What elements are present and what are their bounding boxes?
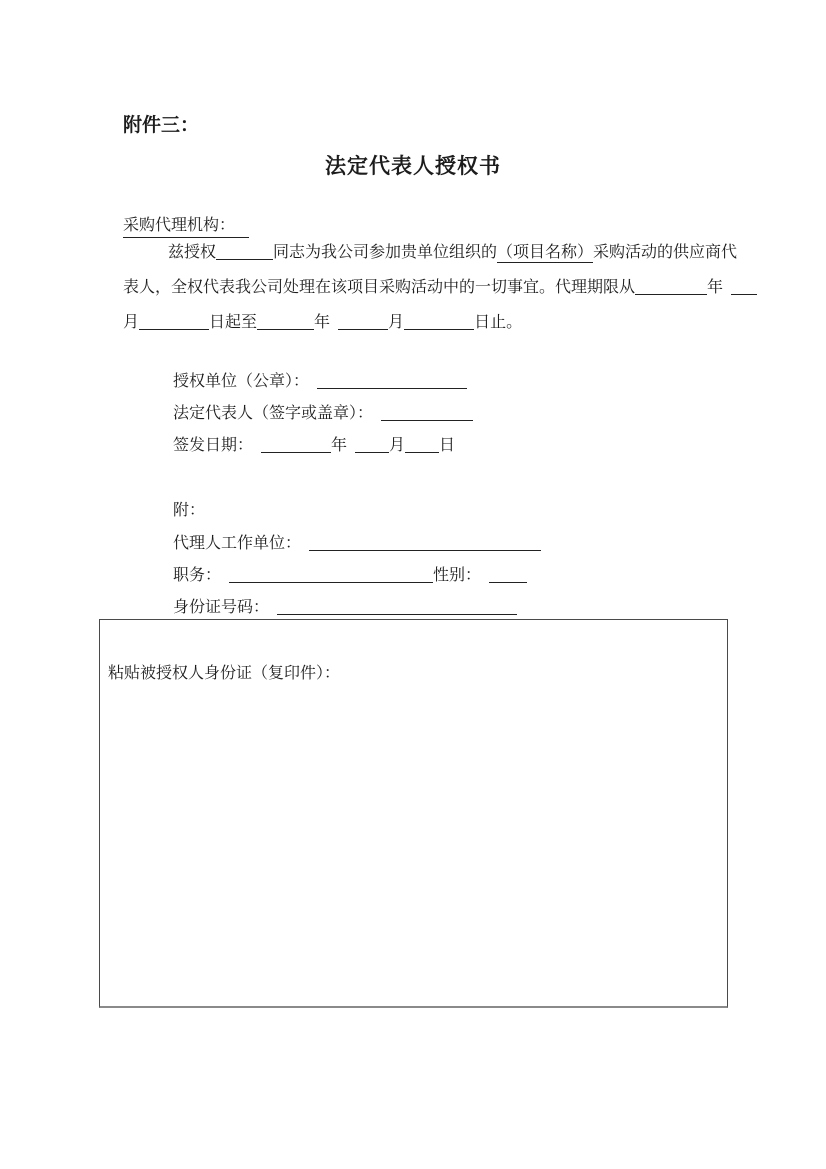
line3-year-char: 年 bbox=[314, 314, 331, 331]
authorizing-unit-line bbox=[173, 368, 467, 391]
procurement-agency-label: 采购代理机构： bbox=[123, 212, 249, 238]
body-paragraph-line-2 bbox=[123, 278, 757, 298]
legal-representative-label: 法定代表人（签字或盖章）： bbox=[173, 405, 374, 422]
line3-month2-char: 月 bbox=[388, 314, 405, 331]
position-gender-line bbox=[173, 562, 527, 585]
line1-mid-text: 同志为我公司参加贵单位组织的 bbox=[273, 244, 498, 261]
attachment-number-label: 附件三： bbox=[123, 115, 200, 136]
id-number-line bbox=[173, 594, 517, 617]
position-label: 职务： bbox=[173, 567, 222, 584]
start-month-blank bbox=[731, 290, 757, 295]
body-paragraph-line-1 bbox=[168, 243, 737, 263]
issue-day-blank bbox=[405, 448, 439, 453]
authorizing-unit-label: 授权单位（公章）： bbox=[173, 373, 310, 390]
agent-work-unit-line bbox=[173, 530, 541, 553]
start-day-blank bbox=[139, 325, 209, 330]
line3-end-text: 日止。 bbox=[474, 314, 523, 331]
attach-section-label: 附： bbox=[173, 502, 206, 519]
id-copy-paste-label: 粘贴被授权人身份证（复印件）： bbox=[108, 665, 341, 682]
authorized-name-blank bbox=[216, 255, 273, 260]
id-number-blank bbox=[277, 610, 517, 615]
start-year-blank bbox=[635, 290, 707, 295]
id-copy-paste-box bbox=[99, 619, 728, 1008]
line1-suffix-text: 采购活动的供应商代 bbox=[593, 244, 738, 261]
body-paragraph-line-3 bbox=[123, 313, 522, 333]
issue-year-blank bbox=[261, 448, 331, 453]
line2-text: 表人，全权代表我公司处理在该项目采购活动中的一切事宜。代理期限从 bbox=[123, 279, 636, 296]
project-name-placeholder: （项目名称） bbox=[497, 244, 594, 261]
line3-from-text: 日起至 bbox=[209, 314, 258, 331]
issue-month-blank bbox=[355, 448, 389, 453]
issue-date-label: 签发日期： bbox=[173, 437, 254, 454]
legal-representative-line bbox=[173, 400, 473, 423]
issue-month-char: 月 bbox=[389, 437, 406, 454]
authorizing-unit-blank bbox=[317, 384, 467, 389]
end-year-blank bbox=[257, 325, 314, 330]
gender-label: 性别： bbox=[433, 567, 482, 584]
gender-blank bbox=[489, 578, 527, 583]
position-blank bbox=[229, 578, 433, 583]
issue-day-char: 日 bbox=[439, 437, 456, 454]
end-month-blank bbox=[338, 325, 388, 330]
line3-month1-char: 月 bbox=[123, 314, 140, 331]
issue-date-line bbox=[173, 432, 455, 455]
agent-work-unit-label: 代理人工作单位： bbox=[173, 535, 302, 552]
agent-work-unit-blank bbox=[309, 546, 541, 551]
end-day-blank bbox=[404, 325, 474, 330]
id-number-label: 身份证号码： bbox=[173, 599, 270, 616]
page-title: 法定代表人授权书 bbox=[325, 154, 501, 178]
line2-year-char: 年 bbox=[707, 279, 724, 296]
authorize-prefix-text: 兹授权 bbox=[168, 244, 217, 261]
legal-representative-blank bbox=[381, 416, 473, 421]
issue-year-char: 年 bbox=[331, 437, 348, 454]
